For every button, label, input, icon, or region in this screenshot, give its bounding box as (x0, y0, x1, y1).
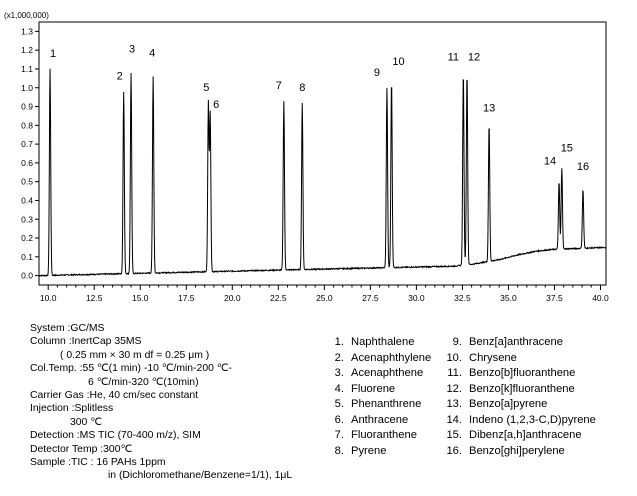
compound-name: Benz[a]anthracene (469, 336, 563, 348)
x-tick-label: 20.0 (224, 293, 241, 303)
condition-row (30, 322, 292, 335)
compound-item (440, 428, 596, 444)
compound-number: 2. (334, 351, 344, 364)
condition-row (30, 402, 292, 415)
condition-row (30, 376, 292, 389)
peak-label: 8 (299, 81, 306, 94)
compound-name: Pyrene (351, 444, 387, 457)
chromatogram-trace (39, 66, 606, 276)
compound-name: Acenaphthene (351, 367, 424, 379)
condition-value: 55 ℃(1 min) -10 ℃/min-200 ℃- (82, 363, 232, 375)
condition-row (30, 349, 292, 362)
compound-name: Dibenz[a,h]anthracene (469, 429, 582, 441)
compound-item (322, 335, 431, 351)
peak-label: 5 (203, 81, 210, 94)
peak-label: 1 (49, 47, 57, 60)
condition-row (30, 362, 292, 375)
y-multiplier-label: (x1,000,000) (4, 11, 49, 20)
x-tick-label: 40.0 (592, 293, 609, 303)
y-tick-label: 0.4 (21, 195, 33, 206)
analysis-conditions (30, 322, 292, 483)
compound-number: 8. (334, 444, 344, 457)
x-tick-label: 37.5 (546, 293, 563, 303)
compound-number: 4. (334, 382, 344, 395)
compound-name: Fluoranthene (351, 429, 417, 441)
x-tick-label: 17.5 (177, 293, 195, 303)
compound-number: 7. (334, 429, 344, 441)
peak-label: 15 (560, 142, 573, 155)
peak-label: 4 (149, 47, 156, 60)
peak-label: 16 (576, 161, 590, 174)
x-tick-label: 32.5 (454, 293, 471, 303)
condition-row (30, 429, 292, 442)
compound-item (322, 413, 431, 429)
compound-name: Fluorene (351, 382, 396, 395)
condition-key: Sample : (30, 457, 72, 469)
x-tick-label: 25.0 (316, 293, 333, 303)
compound-number: 14. (446, 413, 462, 426)
condition-row (30, 389, 292, 402)
condition-key: Carrier Gas : (30, 390, 90, 402)
condition-key: System : (30, 323, 71, 334)
condition-value: GC/MS (70, 323, 105, 334)
peak-label: 11 (447, 51, 460, 64)
compound-number: 15. (446, 429, 462, 441)
compound-name: Benzo[ghi]perylene (469, 444, 565, 457)
compound-number: 12. (446, 382, 462, 395)
condition-value: TIC : 16 PAHs 1ppm (71, 457, 166, 469)
y-tick-label: 0.0 (21, 270, 33, 281)
condition-key: Detector Temp : (30, 443, 104, 455)
condition-key: Injection : (30, 403, 75, 415)
condition-value: InertCap 35MS (71, 336, 142, 348)
compound-number: 9. (452, 336, 462, 348)
compound-item (440, 351, 596, 367)
compound-number: 11. (447, 367, 462, 379)
x-tick-label: 22.5 (270, 293, 287, 303)
x-tick-label: 12.5 (85, 293, 103, 303)
peak-label: 2 (116, 70, 123, 83)
y-tick-label: 1.1 (21, 63, 33, 74)
compound-name: Acenaphthylene (351, 351, 432, 364)
condition-key: Detection : (30, 430, 80, 442)
y-tick-label: 1.3 (21, 26, 33, 37)
compound-number: 1. (334, 336, 344, 348)
compound-name: Naphthalene (351, 336, 415, 348)
x-tick-label: 35.0 (500, 293, 517, 303)
condition-value: in (Dichloromethane/Benzene=1/1), 1μL (108, 470, 293, 482)
compound-item (440, 382, 596, 398)
compound-list-left (322, 335, 431, 459)
peak-label: 14 (543, 155, 557, 168)
y-tick-label: 0.5 (21, 176, 33, 187)
condition-value: 6 ℃/min-320 ℃(10min) (88, 376, 199, 388)
x-tick-label: 10.0 (39, 293, 57, 303)
compound-number: 13. (446, 398, 462, 410)
condition-value: Splitless (74, 403, 114, 415)
condition-row (30, 335, 292, 348)
peak-label: 6 (213, 99, 220, 112)
compound-item (440, 397, 596, 413)
condition-key: Col.Temp. : (30, 363, 83, 375)
y-tick-label: 0.2 (21, 233, 33, 244)
peak-label: 12 (467, 51, 481, 64)
compound-name: Benzo[k]fluoranthene (469, 382, 575, 395)
condition-row (30, 469, 292, 482)
y-tick-label: 0.8 (21, 120, 33, 131)
compound-number: 10. (446, 351, 462, 364)
compound-number: 16. (446, 444, 462, 457)
condition-value: He, 40 cm/sec constant (89, 390, 199, 402)
peak-label: 3 (128, 43, 136, 56)
compound-name: Anthracene (351, 413, 409, 426)
peak-label: 9 (373, 66, 380, 79)
compound-name: Phenanthrene (351, 398, 422, 410)
peak-label: 7 (275, 79, 282, 92)
condition-row (30, 456, 292, 469)
y-tick-label: 1.2 (21, 45, 33, 56)
compound-item (322, 428, 431, 444)
compound-item (322, 444, 431, 460)
x-tick-label: 30.0 (408, 293, 425, 303)
condition-value: 300 ℃ (70, 416, 102, 428)
compound-item (322, 351, 431, 367)
compound-number: 6. (334, 413, 344, 426)
condition-value: ( 0.25 mm × 30 m df = 0.25 μm ) (60, 349, 210, 361)
compound-item (440, 413, 596, 429)
compound-item (440, 444, 596, 460)
compound-name: Benzo[a]pyrene (469, 398, 548, 410)
compound-number: 5. (334, 398, 344, 410)
y-tick-label: 0.1 (21, 251, 33, 262)
condition-value: 300℃ (103, 443, 133, 455)
peak-label: 13 (482, 102, 496, 115)
y-tick-label: 0.9 (21, 101, 33, 112)
y-tick-label: 0.3 (21, 214, 33, 225)
y-tick-label: 0.7 (21, 139, 33, 150)
condition-key: Column : (30, 336, 72, 348)
compound-item (322, 397, 431, 413)
y-tick-label: 1.0 (21, 82, 33, 93)
x-tick-label: 27.5 (362, 293, 379, 303)
compound-item (322, 366, 431, 382)
compound-name: Indeno (1,2,3-C,D)pyrene (469, 413, 596, 426)
compound-list-right (440, 335, 596, 459)
compound-name: Chrysene (469, 351, 517, 364)
compound-name: Benzo[b]fluoranthene (469, 367, 576, 379)
compound-number: 3. (334, 367, 344, 379)
condition-row (30, 416, 292, 429)
condition-value: MS TIC (70-400 m/z), SIM (79, 430, 201, 442)
compound-item (322, 382, 431, 398)
x-tick-label: 15.0 (131, 293, 149, 303)
condition-row (30, 443, 292, 456)
y-tick-label: 0.6 (21, 157, 33, 168)
compound-item (440, 366, 596, 382)
compound-item (440, 335, 596, 351)
peak-label: 10 (392, 56, 405, 69)
